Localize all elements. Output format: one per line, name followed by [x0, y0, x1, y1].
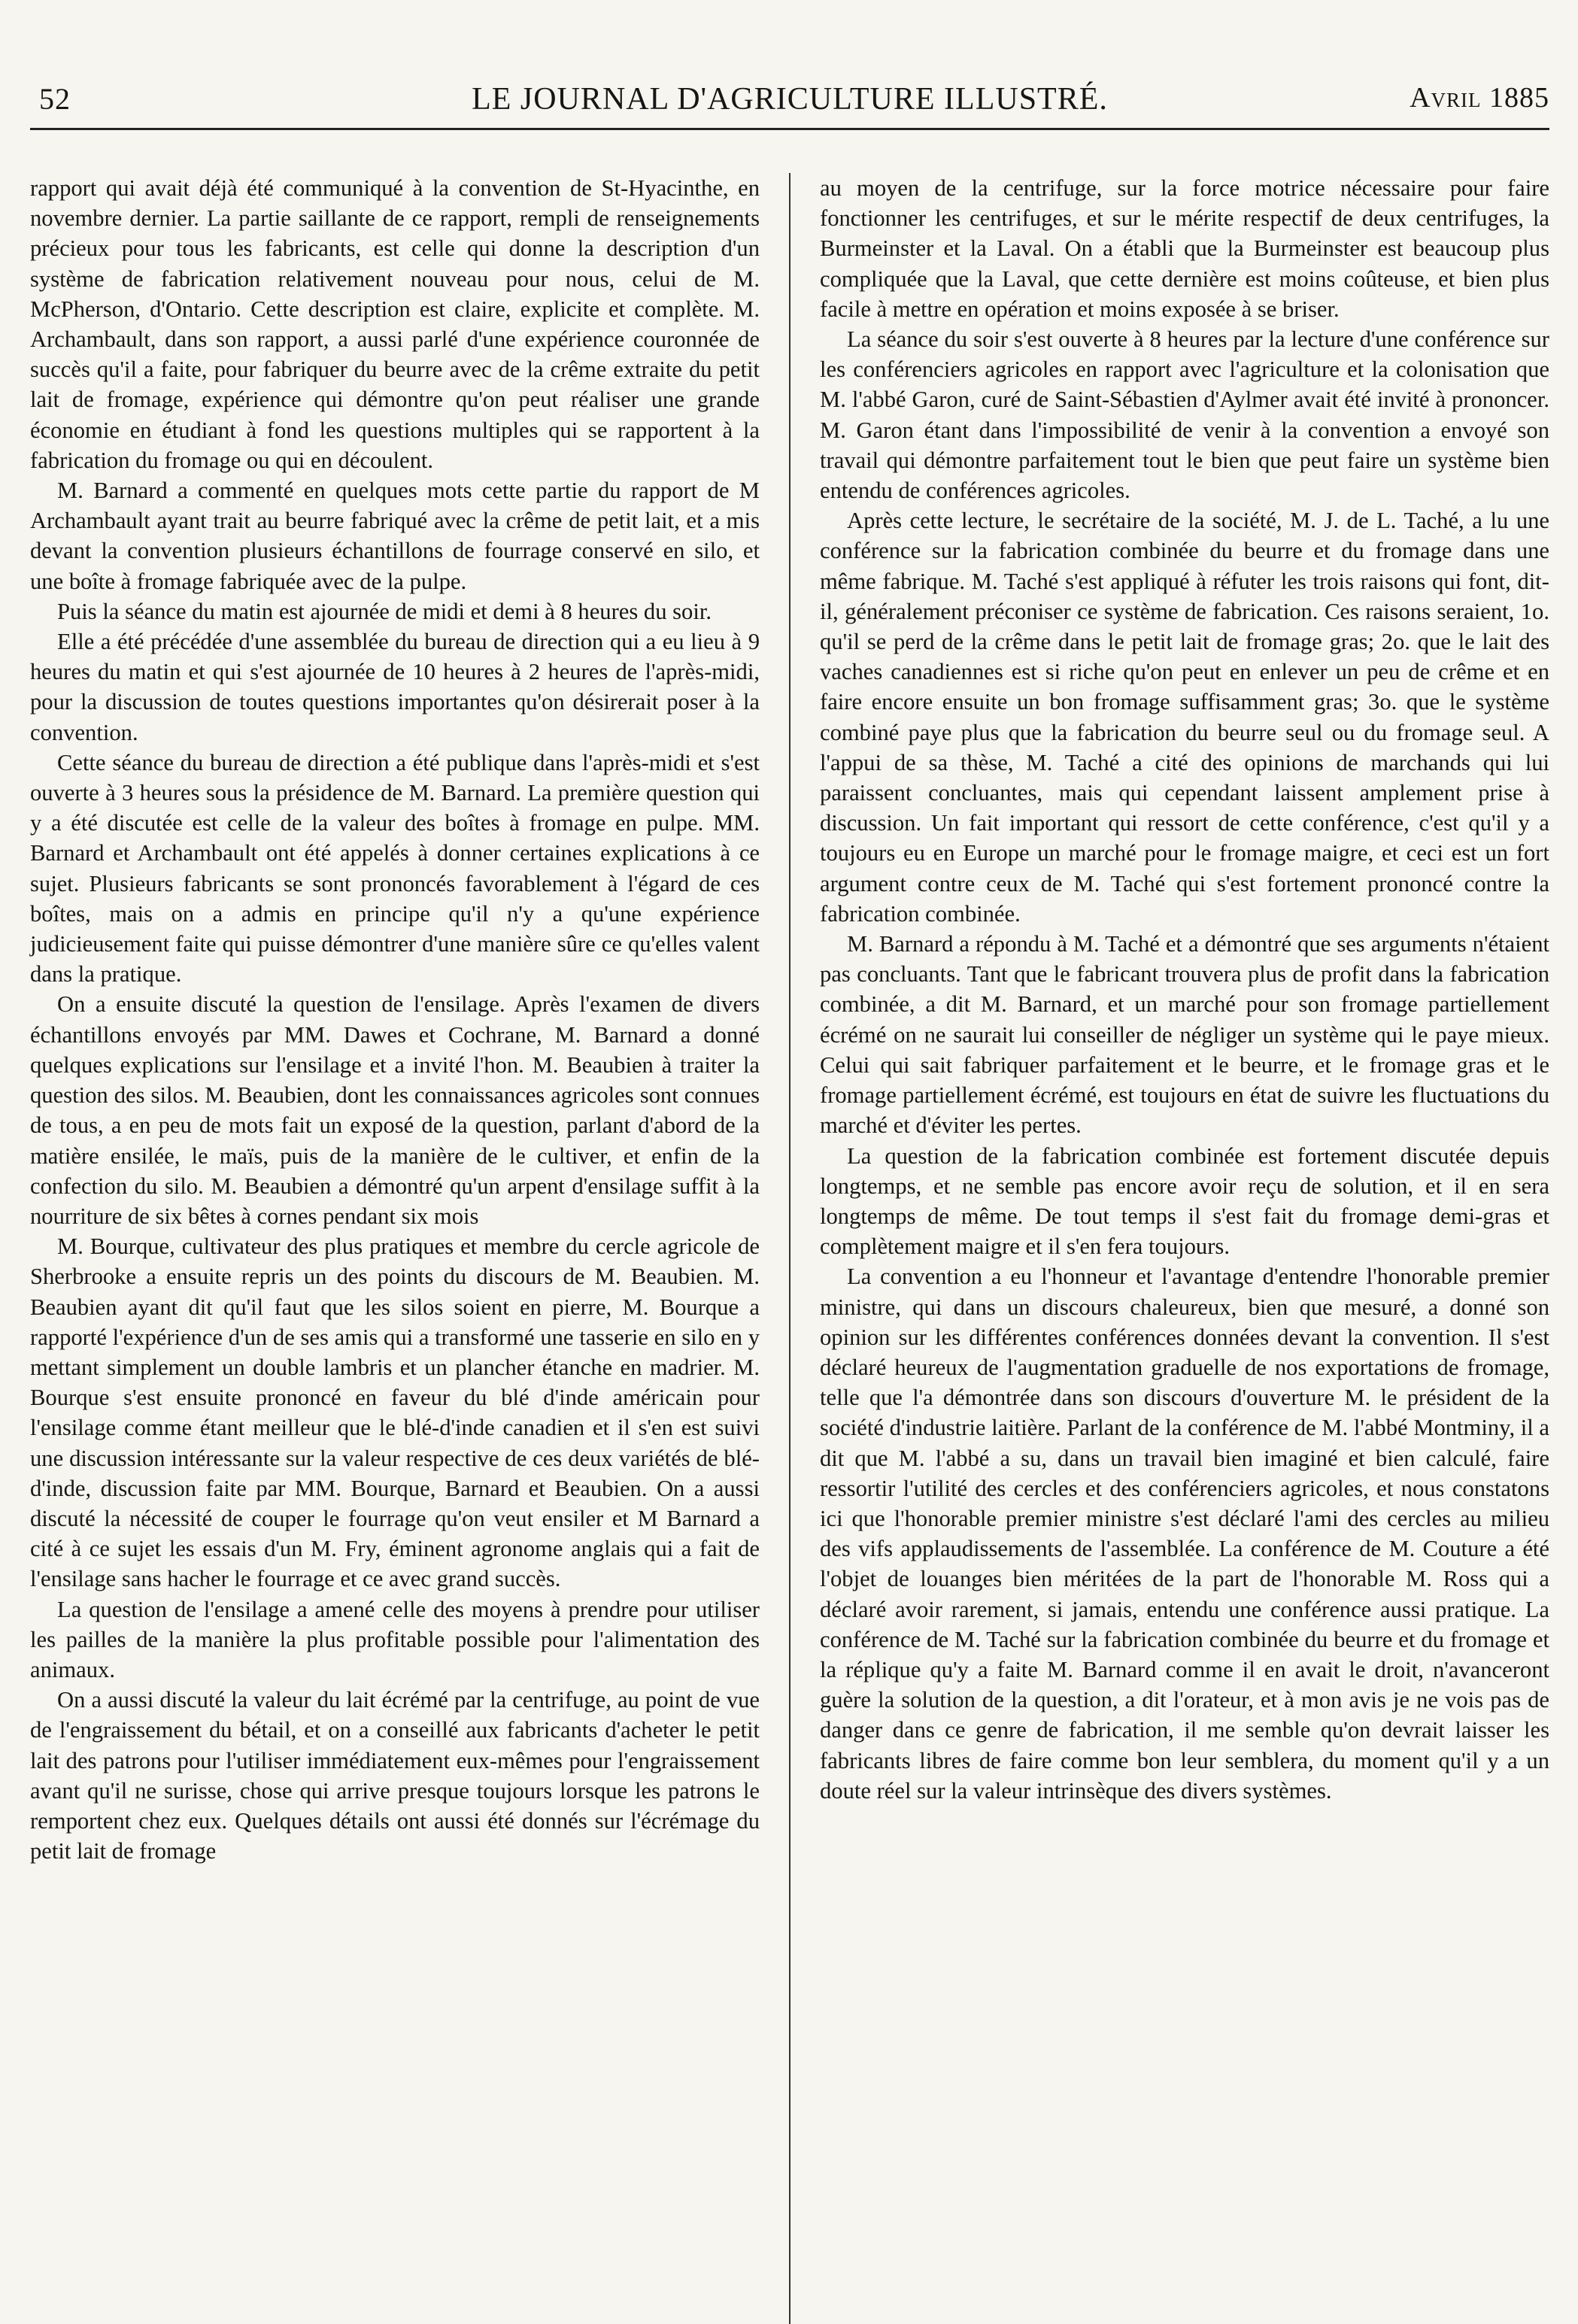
paragraph: La convention a eu l'honneur et l'avantage d'entendre l'honorable premier ministre, qui dans un discours chaleureux, bien que mesuré, a donné son opinion sur les différentes conférences données devant la convention. Il s'est déclaré heureux de l'augmentation graduelle de nos exportations de fromage, telle que l'a démontrée dans son discours d'ouverture M. le président de la société d'industrie laitière. Parlant de la conférence de M. l'abbé Montminy, il a dit que M. l'abbé a su, dans un travail bien imaginé et bien calculé, faire ressortir l'utilité des cercles et des conférenciers agricoles, et nous constatons ici que l'honorable premier ministre s'est déclaré l'ami des cercles au milieu des vifs applaudissements de l'assemblée. La conférence de M. Couture a été l'objet de louanges bien méritées de la part de l'honorable M. Ross qui a déclaré avoir rarement, si jamais, entendu une conférence aussi pratique. La conférence de M. Taché sur la fabrication combinée du beurre et du fromage et la réplique qu'y a faite M. Barnard comme il en avait le droit, n'avanceront guère la solution de la question, a dit l'orateur, et à mon avis je ne vois pas de danger dans ce genre de fabrication, il me semble qu'on devrait laisser les fabricants libres de faire comme bon leur semblera, du moment qu'il y a un doute réel sur la valeur intrinsèque des divers systèmes.	[820, 1264, 1549, 1804]
page-number: 52	[39, 82, 71, 116]
paragraph: au moyen de la centrifuge, sur la force motrice nécessaire pour faire fonctionner les centrifuges, et sur le mérite respectif de deux centrifuges, la Burmeinster et la Laval. On a établi que la Burmeinster est beaucoup plus compliquée que la Laval, que cette dernière est moins coûteuse, et bien plus facile à mettre en opération et moins exposée à se briser.	[820, 175, 1549, 322]
paragraph: On a aussi discuté la valeur du lait écrémé par la centrifuge, au point de vue de l'engraissement du bétail, et on a conseillé aux fabricants d'acheter le petit lait des patrons pour l'utiliser immédiatement eux-mêmes pour l'engraissement avant qu'il ne surisse, chose qui arrive presque toujours lorsque les patrons le remportent chez eux. Quelques détails ont aussi été donnés sur l'écrémage du petit lait de fromage	[30, 1687, 760, 1864]
paragraph: Elle a été précédée d'une assemblée du bureau de direction qui a eu lieu à 9 heures du matin et qui s'est ajournée de 10 heures à 2 heures de l'après-midi, pour la discussion de toutes questions importantes qu'on désirerait poser à la convention.	[30, 629, 760, 745]
paragraph: La question de l'ensilage a amené celle des moyens à prendre pour utiliser les pailles de la manière la plus profitable possible pour l'alimentation des animaux.	[30, 1596, 760, 1682]
page-header	[30, 53, 1549, 117]
paragraph: Puis la séance du matin est ajournée de midi et demi à 8 heures du soir.	[57, 598, 712, 624]
paragraph: La question de la fabrication combinée est fortement discutée depuis longtemps, et ne semble pas encore avoir reçu de solution, et il en sera longtemps de même. De tout temps il s'est fait du fromage demi-gras et complètement maigre et il s'en fera toujours.	[820, 1142, 1549, 1260]
paragraph: Cette séance du bureau de direction a été publique dans l'après-midi et s'est ouverte à 3 heures sous la présidence de M. Barnard. La première question qui y a été discutée est celle de la valeur des boîtes à fromage en pulpe. MM. Barnard et Archambault ont été appelés à donner certaines explications à ce sujet. Plusieurs fabricants se sont prononcés favorablement à l'égard de ces boîtes, mais on a admis en principe qu'il n'y a qu'une expérience judicieusement faite qui puisse démontrer d'une manière sûre ce qu'elles valent dans la pratique.	[30, 749, 760, 988]
paragraph: On a ensuite discuté la question de l'ensilage. Après l'examen de divers échantillons envoyés par MM. Dawes et Cochrane, M. Barnard a donné quelques explications sur l'ensilage et a invité l'hon. M. Beaubien à traiter la question des silos. M. Beaubien, dont les connaissances agricoles sont connues de tous, a en peu de mots fait un exposé de la question, parlant d'abord de la matière ensilée, le maïs, puis de la manière de le cultiver, et enfin de la confection du silo. M. Beaubien a démontré qu'un arpent d'ensilage suffit à la nourriture de six bêtes à cornes pendant six mois	[30, 991, 760, 1229]
paragraph: M. Barnard a répondu à M. Taché et a démontré que ses arguments n'étaient pas concluants. Tant que le fabricant trouvera plus de profit dans la fabrication combinée, a dit M. Barnard, et un marché pour son fromage partiellement écrémé on ne saurait lui conseiller de négliger un système qui le paye mieux. Celui qui sait fabriquer parfaitement et le beurre, et le fromage gras et le fromage partiellement écrémé, est toujours en état de suivre les fluctuations du marché et d'éviter les pertes.	[820, 931, 1549, 1139]
header-rule	[30, 128, 1549, 130]
paragraph: La séance du soir s'est ouverte à 8 heures par la lecture d'une conférence sur les conférenciers agricoles en rapport avec l'agriculture et la colonisation que M. l'abbé Garon, curé de Saint-Sébastien d'Aylmer avait été invité à prononcer. M. Garon étant dans l'impossibilité de venir à la convention a envoyé son travail qui démontre parfaitement tout le bien que peut faire un système bien entendu de conférences agricoles.	[820, 326, 1549, 504]
column-divider	[789, 173, 791, 2324]
paragraph: rapport qui avait déjà été communiqué à la convention de St-Hyacinthe, en novembre dernier. La partie saillante de ce rapport, rempli de renseignements précieux pour tous les fabricants, est celle qui donne la description d'un système de fabrication relativement nouveau pour nous, celui de M. McPherson, d'Ontario. Cette description est claire, explicite et complète. M. Archambault, dans son rapport, a aussi parlé d'une expérience couronnée de succès qu'il a faite, pour fabriquer du beurre avec de la crême extraite du petit lait de fromage, expérience qui démontre qu'on peut réaliser une grande économie en étudiant à fond les questions multiples qui se rapportent à la fabrication du fromage ou qui en découlent.	[30, 175, 760, 473]
paragraph: M. Barnard a commenté en quelques mots cette partie du rapport de M Archambault ayant trait au beurre fabriqué avec la crême de petit lait, et a mis devant la convention plusieurs échantillons de fourrage conservé en silo, et une boîte à fromage fabriquée avec de la pulpe.	[30, 478, 760, 594]
journal-page	[30, 53, 1549, 2264]
issue-date: Avril 1885	[1410, 82, 1549, 114]
right-column	[820, 173, 1549, 2264]
left-column	[30, 173, 760, 2264]
journal-title: LE JOURNAL D'AGRICULTURE ILLUSTRÉ.	[472, 82, 1108, 117]
article-columns	[30, 173, 1549, 2264]
paragraph: M. Bourque, cultivateur des plus pratiques et membre du cercle agricole de Sherbrooke a ensuite repris un des points du discours de M. Beaubien. M. Beaubien ayant dit qu'il faut que les silos soient en pierre, M. Bourque a rapporté l'expérience d'un de ses amis qui a transformé une tasserie en silo en y mettant simplement un double lambris et un plancher étanche en madrier. M. Bourque s'est ensuite prononcé en faveur du blé d'inde américain pour l'ensilage comme étant meilleur que le blé-d'inde canadien et il s'en est suivi une discussion intéressante sur la valeur respective de ces deux variétés de blé-d'inde, discussion faite par MM. Bourque, Barnard et Beaubien. On a aussi discuté la nécessité de couper le fourrage qu'on veut ensiler et M Barnard a cité à ce sujet les essais d'un M. Fry, éminent agronome anglais qui a fait de l'ensilage sans hacher le fourrage et ce avec grand succès.	[30, 1233, 760, 1592]
paragraph: Après cette lecture, le secrétaire de la société, M. J. de L. Taché, a lu une conférence sur la fabrication combinée du beurre et du fromage dans une même fabrique. M. Taché s'est appliqué à réfuter les trois raisons qui font, dit-il, généralement préconiser ce système de fabrication. Ces raisons seraient, 1o. qu'il se perd de la crême dans le petit lait de fromage gras; 2o. que le lait des vaches canadiennes est si riche qu'on peut en enlever un peu de crême et en faire encore ensuite un bon fromage suffisamment gras; 3o. que le système combiné paye plus que la fabrication du beurre seul ou du fromage seul. A l'appui de sa thèse, M. Taché a cité des opinions de marchands qui lui paraissent concluantes, mais qui cependant laissent amplement prise à discussion. Un fait important qui ressort de cette conférence, c'est qu'il y a toujours eu en Europe un marché pour le fromage maigre, et ceci est un fort argument contre ceux de M. Taché qui s'est fortement prononcé contre la fabrication combinée.	[820, 508, 1549, 927]
